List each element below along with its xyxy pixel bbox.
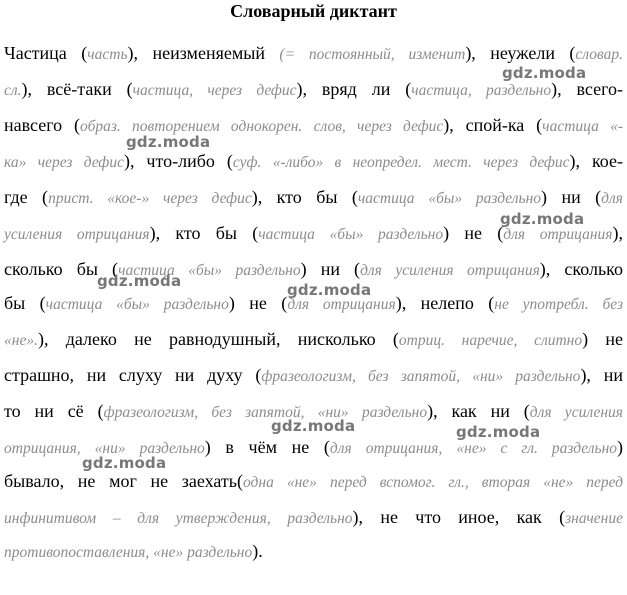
comment-segment: для отрицания, «не» с гл. раздельно — [329, 440, 618, 457]
comment-segment: (= постоянный, изменит — [279, 46, 466, 63]
word-segment: ), спой-ка ( — [443, 115, 543, 135]
watermark: gdz.moda — [126, 133, 211, 151]
comment-segment: для — [601, 190, 623, 207]
comment-segment: отрицания, «ни» раздельно — [4, 440, 205, 457]
word-segment: ), как ни ( — [427, 401, 530, 421]
word-segment: ) ни ( — [541, 187, 602, 207]
word-segment: ), всё-таки ( — [21, 79, 133, 99]
word-segment: ), далеко не равнодушный, нисколько ( — [37, 329, 399, 349]
word-segment: бывало, не мог не заехать( — [4, 471, 243, 491]
word-segment: то ни сё ( — [4, 401, 104, 421]
text-line — [4, 114, 623, 138]
comment-segment: отриц. наречие, слитно — [398, 332, 583, 349]
comment-segment: для отрицания — [287, 296, 396, 313]
word-segment: ) не — [582, 329, 623, 349]
word-segment: ) ни ( — [300, 259, 361, 279]
comment-segment: частица «бы» раздельно — [357, 190, 542, 207]
watermark: gdz.moda — [82, 454, 167, 472]
text-line — [4, 506, 623, 530]
word-segment: ) не ( — [443, 223, 504, 243]
watermark: gdz.moda — [97, 272, 182, 290]
word-segment: ) в чём не ( — [204, 437, 330, 457]
comment-segment: для отрицания — [503, 226, 613, 243]
word-segment: ), ни — [580, 365, 623, 385]
word-segment: ), кто бы ( — [251, 187, 358, 207]
comment-segment: образ. повторением однокорен. слов, через дефис — [80, 118, 444, 135]
comment-segment: прист. «кое-» через дефис — [48, 190, 252, 207]
comment-segment: фразеологизм, без запятой, «ни» раздельно — [261, 368, 581, 385]
comment-segment: для усиления отрицания — [360, 262, 540, 279]
word-segment: ), что-либо ( — [123, 151, 233, 171]
text-line — [4, 328, 623, 352]
watermark: gdz.moda — [287, 281, 372, 299]
comment-segment: суф. «-либо» в неопредел. мест. через дефис — [232, 154, 570, 171]
text-line — [4, 150, 623, 174]
comment-segment: для усиления — [529, 404, 623, 421]
word-segment: ) — [617, 437, 624, 457]
word-segment: навсего ( — [4, 115, 81, 135]
word-segment: ), нелепо ( — [395, 293, 495, 313]
word-segment: ), кто бы ( — [149, 223, 259, 243]
word-segment: ), не что иное, как ( — [352, 507, 566, 527]
comment-segment: словар. — [575, 46, 623, 63]
word-segment: ), неизменяемый — [127, 43, 280, 63]
page-title: Словарный диктант — [230, 1, 397, 21]
comment-segment: усиления отрицания — [4, 226, 150, 243]
word-segment: ), — [612, 223, 623, 243]
comment-segment: часть — [87, 46, 128, 63]
comment-segment: значение — [565, 510, 623, 527]
watermark: gdz.moda — [271, 417, 356, 435]
comment-segment: частица «бы» раздельно — [45, 296, 229, 313]
comment-segment: фразеологизм, без запятой, «ни» раздельно — [103, 404, 428, 421]
comment-segment: одна «не» перед вспомог. гл., вторая «не» перед — [243, 474, 624, 491]
word-segment: ) не ( — [228, 293, 288, 313]
comment-segment: инфинитивом – для утверждения, раздельно — [4, 510, 353, 527]
comment-segment: частица, через дефис — [132, 82, 297, 99]
watermark: gdz.moda — [500, 210, 585, 228]
comment-segment: сл. — [4, 82, 22, 99]
text-line — [4, 364, 623, 388]
word-segment: ), вряд ли ( — [296, 79, 412, 99]
word-segment: ), кое- — [569, 151, 624, 171]
comment-segment: частица «- — [542, 118, 623, 135]
text-line — [4, 186, 623, 210]
comment-segment: не употребл. без — [494, 296, 623, 313]
word-segment: сколько бы ( — [4, 259, 119, 279]
word-segment: ), неужели ( — [465, 43, 576, 63]
text-line — [4, 540, 623, 564]
comment-segment: ка» через дефис — [4, 154, 124, 171]
word-segment: ). — [252, 541, 263, 561]
watermark: gdz.moda — [456, 423, 541, 441]
comment-segment: частица «бы» раздельно — [258, 226, 444, 243]
word-segment: страшно, ни слуху ни духу ( — [4, 365, 262, 385]
watermark: gdz.moda — [502, 64, 587, 82]
word-segment: Частица ( — [4, 43, 88, 63]
comment-segment: частица, раздельно — [411, 82, 552, 99]
word-segment: ), сколько — [539, 259, 623, 279]
comment-segment: противопоставления, «не» раздельно — [4, 544, 253, 561]
word-segment: ), всего- — [551, 79, 624, 99]
word-segment: бы ( — [4, 293, 46, 313]
comment-segment: частица «бы» раздельно — [118, 262, 301, 279]
text-line — [4, 470, 623, 494]
word-segment: где ( — [4, 187, 49, 207]
comment-segment: «не». — [4, 332, 38, 349]
text-line — [4, 42, 623, 66]
